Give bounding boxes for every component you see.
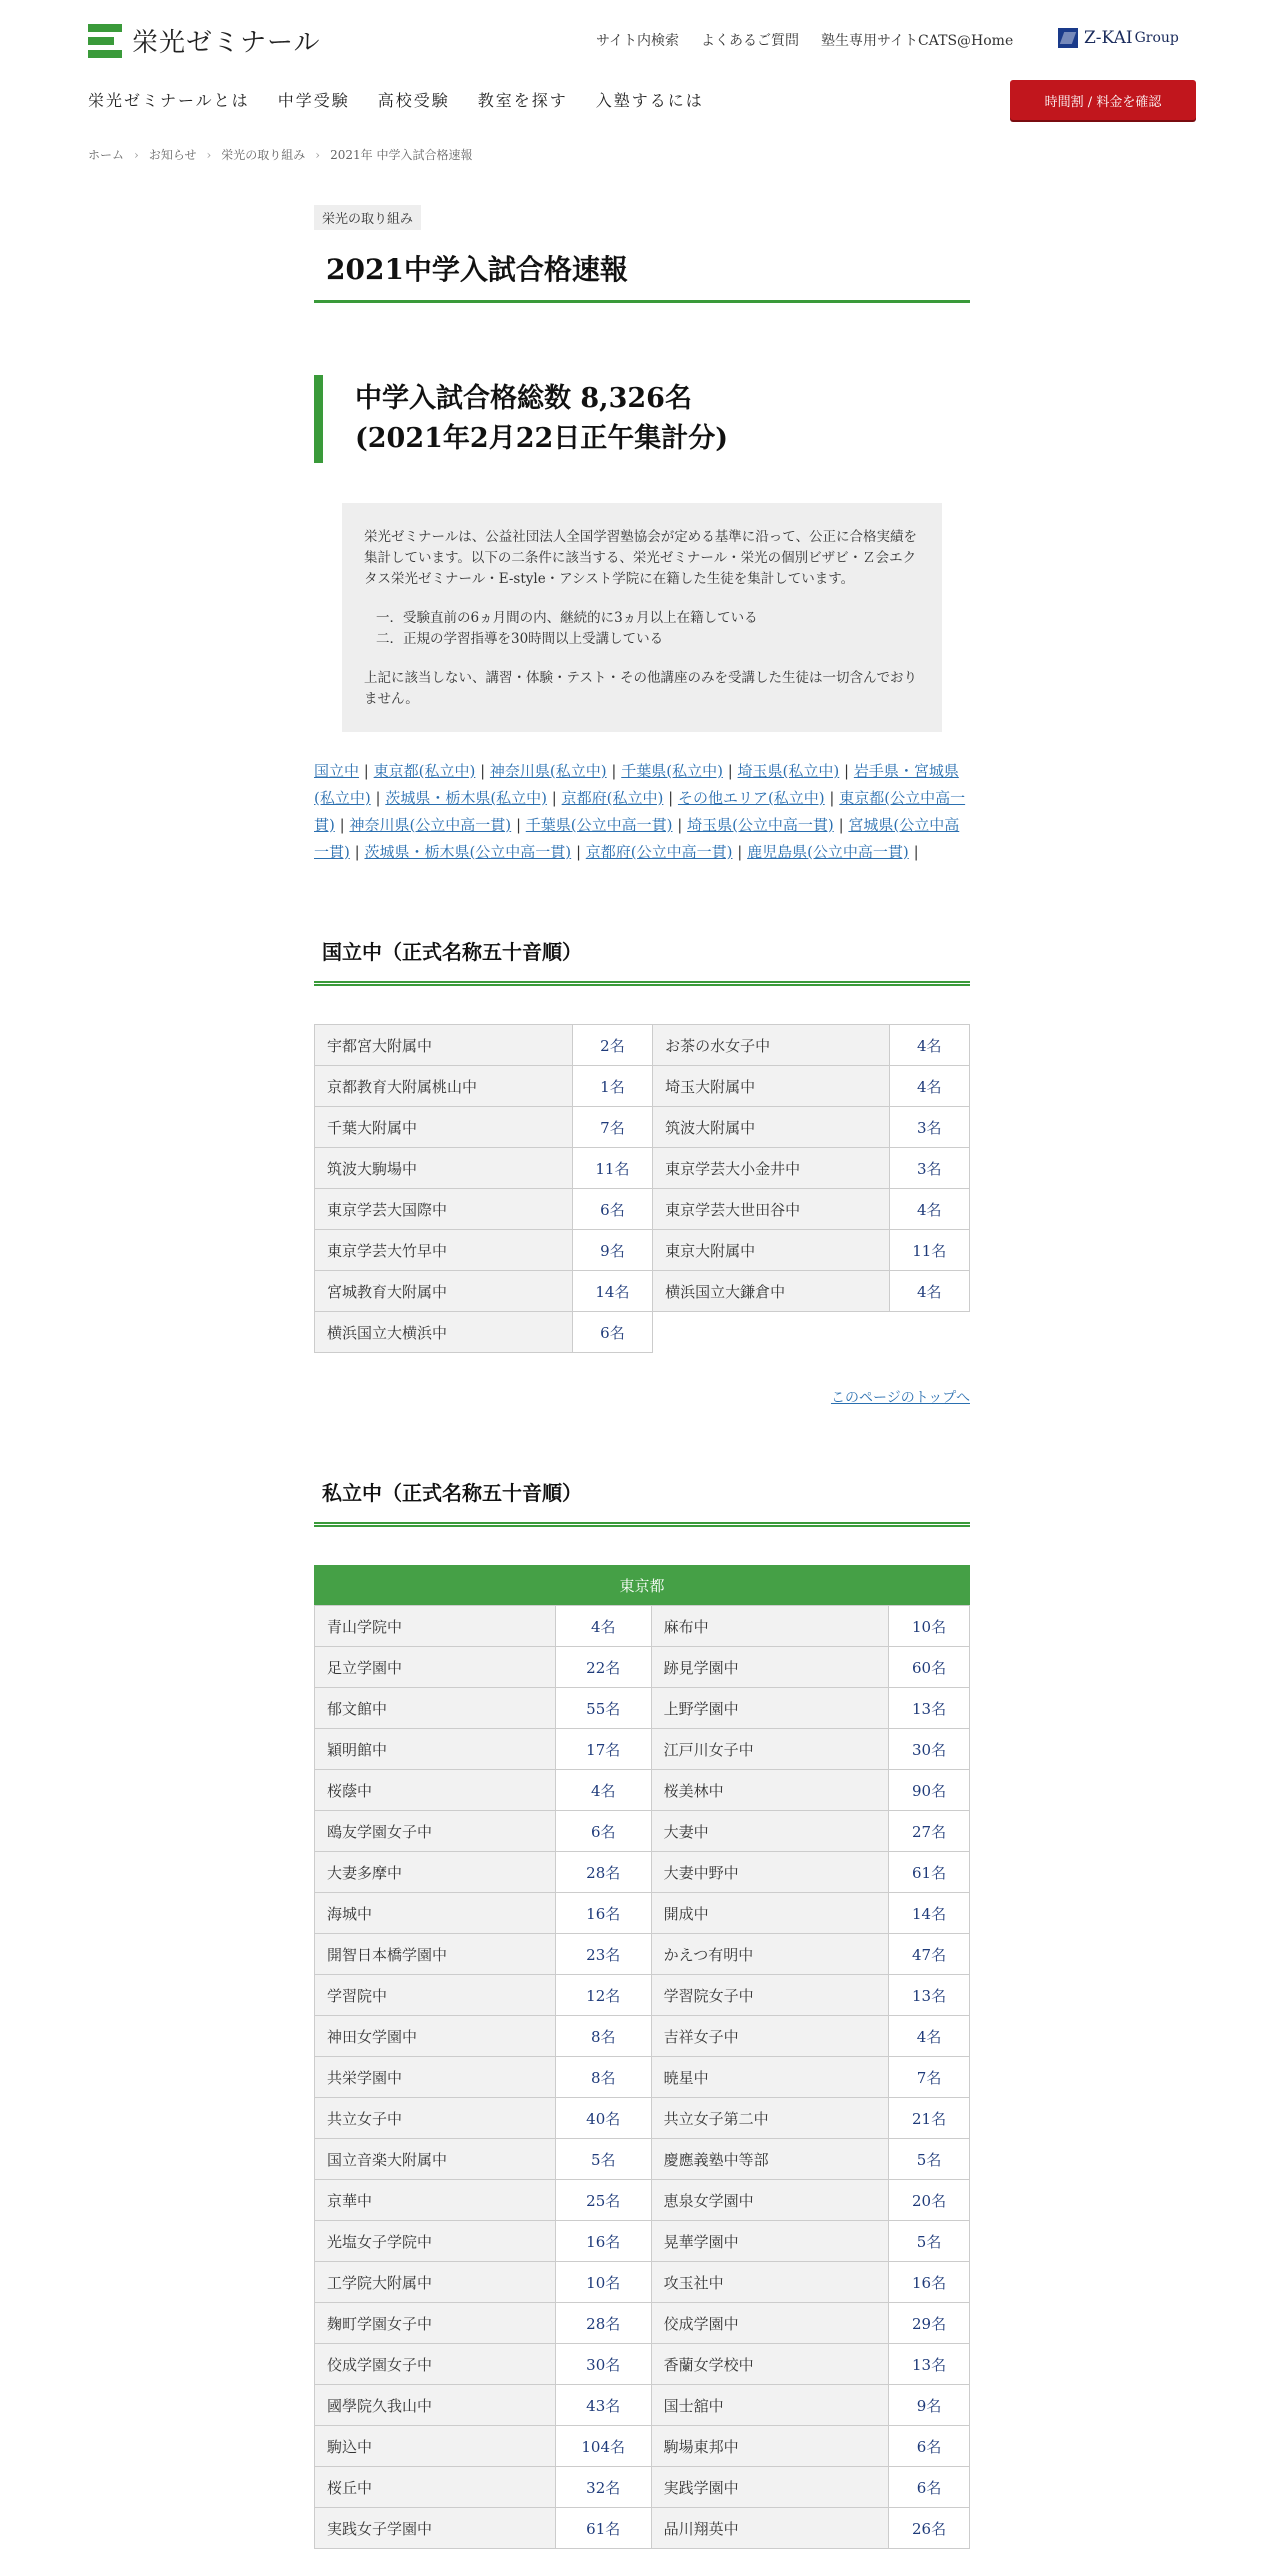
pass-count: 3名 <box>889 1148 969 1189</box>
table-row <box>315 2221 970 2262</box>
pass-count: 8名 <box>555 2057 651 2098</box>
table-row <box>315 1606 970 1647</box>
link-separator: | <box>839 762 854 780</box>
pass-count: 13名 <box>889 1688 970 1729</box>
pass-count: 26名 <box>889 2508 970 2549</box>
school-name: 神田女学園中 <box>315 2016 556 2057</box>
school-name: 国士舘中 <box>651 2385 889 2426</box>
table-row <box>315 2344 970 2385</box>
school-name: 穎明館中 <box>315 1729 556 1770</box>
school-name: 東京学芸大世田谷中 <box>653 1189 889 1230</box>
notice-condition-2: 二．正規の学習指導を30時間以上受講している <box>376 631 664 647</box>
area-link[interactable]: その他エリア(私立中) <box>677 789 825 807</box>
table-row <box>315 1312 970 1353</box>
nav-find-classroom[interactable]: 教室を探す <box>477 91 568 110</box>
pass-count: 6名 <box>572 1312 652 1353</box>
table-row <box>315 2508 970 2549</box>
pass-count: 2名 <box>572 1025 652 1066</box>
pass-count: 43名 <box>555 2385 651 2426</box>
table-row <box>315 1025 970 1066</box>
area-link[interactable]: 神奈川県(私立中) <box>489 762 607 780</box>
pass-count: 4名 <box>889 1189 969 1230</box>
school-name: 学習院女子中 <box>651 1975 889 2016</box>
pass-count: 6名 <box>889 2467 970 2508</box>
school-name: 吉祥女子中 <box>651 2016 889 2057</box>
pass-count: 3名 <box>889 1107 969 1148</box>
empty-cell <box>653 1312 889 1353</box>
area-link[interactable]: 京都府(公立中高一貫) <box>585 843 733 861</box>
pass-count: 6名 <box>555 1811 651 1852</box>
link-separator: | <box>833 816 849 834</box>
back-to-top-link[interactable]: このページのトップへ <box>830 1390 970 1406</box>
pass-count: 4名 <box>555 1770 651 1811</box>
pass-count: 4名 <box>889 1271 969 1312</box>
school-name: 筑波大駒場中 <box>315 1148 573 1189</box>
pass-count: 4名 <box>889 2016 970 2057</box>
site-search-link[interactable]: サイト内検索 <box>596 33 680 49</box>
pass-count: 7名 <box>572 1107 652 1148</box>
zkai-group-label: Group <box>1134 30 1179 46</box>
table-row <box>315 1148 970 1189</box>
pass-count: 30名 <box>555 2344 651 2385</box>
main-nav <box>88 88 704 111</box>
link-separator: | <box>359 762 374 780</box>
pass-count: 61名 <box>889 1852 970 1893</box>
school-name: 実践女子学園中 <box>315 2508 556 2549</box>
pass-count: 16名 <box>555 2221 651 2262</box>
school-name: 開成中 <box>651 1893 889 1934</box>
nav-about[interactable]: 栄光ゼミナールとは <box>88 91 250 110</box>
table-row <box>315 2180 970 2221</box>
pass-count: 14名 <box>572 1271 652 1312</box>
pass-count: 104名 <box>555 2426 651 2467</box>
school-name: 駒場東邦中 <box>651 2426 889 2467</box>
school-name: 桜美林中 <box>651 1770 889 1811</box>
table-row <box>315 2385 970 2426</box>
school-name: 大妻中野中 <box>651 1852 889 1893</box>
school-name: 共立女子第二中 <box>651 2098 889 2139</box>
pass-count: 6名 <box>889 2426 970 2467</box>
table-row <box>315 2139 970 2180</box>
pass-count: 27名 <box>889 1811 970 1852</box>
pass-count: 1名 <box>572 1066 652 1107</box>
school-name: お茶の水女子中 <box>653 1025 889 1066</box>
table-row <box>315 2016 970 2057</box>
school-name: かえつ有明中 <box>651 1934 889 1975</box>
school-name: 宇都宮大附属中 <box>315 1025 573 1066</box>
pass-count: 30名 <box>889 1729 970 1770</box>
notice-intro: 栄光ゼミナールは、公益社団法人全国学習塾協会が定める基準に沿って、公正に合格実績を集計しています。以下の二条件に該当する、栄光ゼミナール・栄光の個別ビザビ・Ｚ会エクタス栄光ゼミナール・E-style・アシスト学院に在籍した生徒を集計しています。 <box>364 529 917 587</box>
school-name: 千葉大附属中 <box>315 1107 573 1148</box>
table-row <box>315 1811 970 1852</box>
table-row <box>315 1852 970 1893</box>
pass-count: 25名 <box>555 2180 651 2221</box>
pass-count: 29名 <box>889 2303 970 2344</box>
table-row <box>315 2426 970 2467</box>
pass-count: 16名 <box>889 2262 970 2303</box>
school-name: 跡見学園中 <box>651 1647 889 1688</box>
logo-text: 栄光ゼミナール <box>132 28 321 58</box>
pass-count: 21名 <box>889 2098 970 2139</box>
table-row <box>315 1271 970 1312</box>
school-name: 宮城教育大附属中 <box>315 1271 573 1312</box>
table-row <box>315 1688 970 1729</box>
total-passes-headline <box>314 375 970 463</box>
chevron-right-icon: › <box>134 147 139 162</box>
pass-count: 13名 <box>889 2344 970 2385</box>
area-link[interactable]: 国立中 <box>314 762 360 780</box>
area-link[interactable]: 千葉県(私立中) <box>621 762 723 780</box>
nav-enroll[interactable]: 入塾するには <box>595 91 704 110</box>
breadcrumb-current: 2021年 中学入試合格速報 <box>330 148 473 162</box>
table-row <box>315 1893 970 1934</box>
pass-count: 6名 <box>572 1189 652 1230</box>
table-row <box>315 1770 970 1811</box>
link-separator: | <box>663 789 678 807</box>
school-name: 香蘭女学校中 <box>651 2344 889 2385</box>
prefecture-header: 東京都 <box>314 1565 970 1605</box>
pass-count: 5名 <box>889 2139 970 2180</box>
school-name: 開智日本橋学園中 <box>315 1934 556 1975</box>
table-row <box>315 1934 970 1975</box>
school-name: 駒込中 <box>315 2426 556 2467</box>
chevron-right-icon: › <box>206 147 212 162</box>
pass-count: 47名 <box>889 1934 970 1975</box>
school-name: 共立女子中 <box>315 2098 556 2139</box>
link-separator: | <box>571 843 586 861</box>
pass-count: 28名 <box>555 2303 651 2344</box>
school-name: 攻玉社中 <box>651 2262 889 2303</box>
school-name: 郁文館中 <box>315 1688 556 1729</box>
pass-count: 11名 <box>572 1148 652 1189</box>
school-name: 海城中 <box>315 1893 556 1934</box>
table-row <box>315 1647 970 1688</box>
table-row <box>315 1066 970 1107</box>
pass-count: 10名 <box>889 1606 970 1647</box>
link-separator: | <box>511 816 526 834</box>
school-name: 東京学芸大国際中 <box>315 1189 573 1230</box>
pass-count: 5名 <box>555 2139 651 2180</box>
headline-date: (2021年2月22日正午集計分) <box>355 423 729 454</box>
pass-count: 32名 <box>555 2467 651 2508</box>
school-name: 実践学園中 <box>651 2467 889 2508</box>
pass-count: 22名 <box>555 1647 651 1688</box>
breadcrumb-news[interactable]: お知らせ <box>148 148 197 162</box>
utility-links <box>596 30 1013 50</box>
link-separator: | <box>908 843 919 861</box>
link-separator: | <box>349 843 365 861</box>
article-content <box>314 205 970 2549</box>
school-name: 筑波大附属中 <box>653 1107 889 1148</box>
pass-count: 40名 <box>555 2098 651 2139</box>
school-name: 品川翔英中 <box>651 2508 889 2549</box>
area-link[interactable]: 岩手県・宮城県(私立中) <box>314 762 959 807</box>
table-row <box>315 2262 970 2303</box>
school-name: 晃華学園中 <box>651 2221 889 2262</box>
pass-count: 14名 <box>889 1893 970 1934</box>
link-separator: | <box>824 789 840 807</box>
counting-criteria-notice <box>342 503 942 732</box>
school-name: 恵泉女学園中 <box>651 2180 889 2221</box>
site-logo[interactable] <box>88 22 320 59</box>
private-results-table <box>314 1605 970 2549</box>
link-separator: | <box>547 789 562 807</box>
pass-count: 90名 <box>889 1770 970 1811</box>
school-name: 桜丘中 <box>315 2467 556 2508</box>
school-name: 埼玉大附属中 <box>653 1066 889 1107</box>
pass-count: 4名 <box>889 1066 969 1107</box>
school-name: 横浜国立大横浜中 <box>315 1312 573 1353</box>
school-name: 江戸川女子中 <box>651 1729 889 1770</box>
breadcrumb-initiatives[interactable]: 栄光の取り組み <box>221 148 306 162</box>
school-name: 麹町学園女子中 <box>315 2303 556 2344</box>
pass-count: 4名 <box>889 1025 969 1066</box>
school-name: 光塩女子学院中 <box>315 2221 556 2262</box>
pass-count: 12名 <box>555 1975 651 2016</box>
headline-total: 中学入試合格総数 8,326名 <box>355 383 692 414</box>
school-name: 学習院中 <box>315 1975 556 2016</box>
table-row <box>315 2467 970 2508</box>
pass-count: 16名 <box>555 1893 651 1934</box>
school-name: 京都教育大附属桃山中 <box>315 1066 573 1107</box>
link-separator: | <box>334 816 350 834</box>
pass-count: 9名 <box>572 1230 652 1271</box>
private-section-heading: 私立中（正式名称五十音順） <box>314 1477 970 1527</box>
breadcrumb-home[interactable]: ホーム <box>88 148 125 162</box>
area-link[interactable]: 東京都(私立中) <box>373 762 476 780</box>
chevron-right-icon: › <box>315 147 321 162</box>
logo-mark-icon <box>88 24 122 58</box>
area-link[interactable]: 埼玉県(公立中高一貫) <box>687 816 834 834</box>
school-name: 大妻中 <box>651 1811 889 1852</box>
school-name: 國學院久我山中 <box>315 2385 556 2426</box>
school-name: 工学院大附属中 <box>315 2262 556 2303</box>
link-separator: | <box>672 816 688 834</box>
back-to-top <box>314 1387 970 1407</box>
national-results-table <box>314 1024 970 1353</box>
national-section-heading: 国立中（正式名称五十音順） <box>314 936 970 986</box>
area-links <box>314 758 970 866</box>
school-name: 大妻多摩中 <box>315 1852 556 1893</box>
school-name: 佼成学園女子中 <box>315 2344 556 2385</box>
pass-count: 13名 <box>889 1975 970 2016</box>
school-name: 京華中 <box>315 2180 556 2221</box>
pass-count: 28名 <box>555 1852 651 1893</box>
area-link[interactable]: 神奈川県(公立中高一貫) <box>349 816 512 834</box>
notice-outro: 上記に該当しない、講習・体験・テスト・その他講座のみを受講した生徒は一切含んでおりません。 <box>364 670 917 707</box>
table-row <box>315 1729 970 1770</box>
breadcrumb <box>88 146 472 163</box>
site-header <box>0 0 1284 140</box>
table-row <box>315 2303 970 2344</box>
notice-condition-1: 一．受験直前の6ヵ月間の内、継続的に3ヵ月以上在籍している <box>376 610 758 626</box>
table-row <box>315 2098 970 2139</box>
link-separator: | <box>732 843 748 861</box>
area-link[interactable]: 宮城県(公立中高一貫) <box>314 816 960 861</box>
school-name: 佼成学園中 <box>651 2303 889 2344</box>
school-name: 鴎友学園女子中 <box>315 1811 556 1852</box>
page-title: 2021中学入試合格速報 <box>314 248 970 303</box>
area-link[interactable]: 東京都(公立中高一貫) <box>314 789 966 834</box>
pass-count: 11名 <box>889 1230 969 1271</box>
table-row <box>315 1189 970 1230</box>
schedule-fee-button[interactable]: 時間割 / 料金を確認 <box>1010 80 1196 120</box>
notice-conditions <box>364 608 920 650</box>
cats-home-link[interactable]: 塾生専用サイトCATS@Home <box>821 33 1014 49</box>
table-row <box>315 1230 970 1271</box>
pass-count: 60名 <box>889 1647 970 1688</box>
pass-count: 9名 <box>889 2385 970 2426</box>
pass-count: 23名 <box>555 1934 651 1975</box>
category-tag: 栄光の取り組み <box>314 205 421 230</box>
school-name: 東京学芸大竹早中 <box>315 1230 573 1271</box>
area-link[interactable]: 茨城県・栃木県(公立中高一貫) <box>364 843 572 861</box>
school-name: 青山学院中 <box>315 1606 556 1647</box>
pass-count: 10名 <box>555 2262 651 2303</box>
school-name: 横浜国立大鎌倉中 <box>653 1271 889 1312</box>
table-row <box>315 1975 970 2016</box>
link-separator: | <box>606 762 622 780</box>
school-name: 国立音楽大附属中 <box>315 2139 556 2180</box>
school-name: 共栄学園中 <box>315 2057 556 2098</box>
school-name: 足立学園中 <box>315 1647 556 1688</box>
pass-count: 7名 <box>889 2057 970 2098</box>
pass-count: 20名 <box>889 2180 970 2221</box>
pass-count: 5名 <box>889 2221 970 2262</box>
school-name: 東京大附属中 <box>653 1230 889 1271</box>
area-link[interactable]: 千葉県(公立中高一貫) <box>525 816 673 834</box>
nav-junior-high-exam[interactable]: 中学受験 <box>277 91 350 110</box>
area-link[interactable]: 京都府(私立中) <box>561 789 664 807</box>
pass-count: 55名 <box>555 1688 651 1729</box>
link-separator: | <box>475 762 490 780</box>
area-link[interactable]: 埼玉県(私立中) <box>737 762 840 780</box>
link-separator: | <box>722 762 738 780</box>
area-link[interactable]: 鹿児島県(公立中高一貫) <box>747 843 909 861</box>
school-name: 慶應義塾中等部 <box>651 2139 889 2180</box>
nav-high-school-exam[interactable]: 高校受験 <box>377 91 450 110</box>
pass-count: 4名 <box>555 1606 651 1647</box>
school-name: 暁星中 <box>651 2057 889 2098</box>
pass-count: 8名 <box>555 2016 651 2057</box>
school-name: 麻布中 <box>651 1606 889 1647</box>
faq-link[interactable]: よくあるご質問 <box>701 33 800 49</box>
zkai-group-logo[interactable] <box>1058 28 1179 48</box>
pass-count: 61名 <box>555 2508 651 2549</box>
area-link[interactable]: 茨城県・栃木県(私立中) <box>385 789 548 807</box>
link-separator: | <box>370 789 386 807</box>
empty-cell <box>889 1312 969 1353</box>
school-name: 上野学園中 <box>651 1688 889 1729</box>
school-name: 桜蔭中 <box>315 1770 556 1811</box>
pass-count: 17名 <box>555 1729 651 1770</box>
table-row <box>315 2057 970 2098</box>
table-row <box>315 1107 970 1148</box>
school-name: 東京学芸大小金井中 <box>653 1148 889 1189</box>
zkai-brand: Z-KAI <box>1084 28 1133 48</box>
zkai-mark-icon <box>1058 28 1078 48</box>
